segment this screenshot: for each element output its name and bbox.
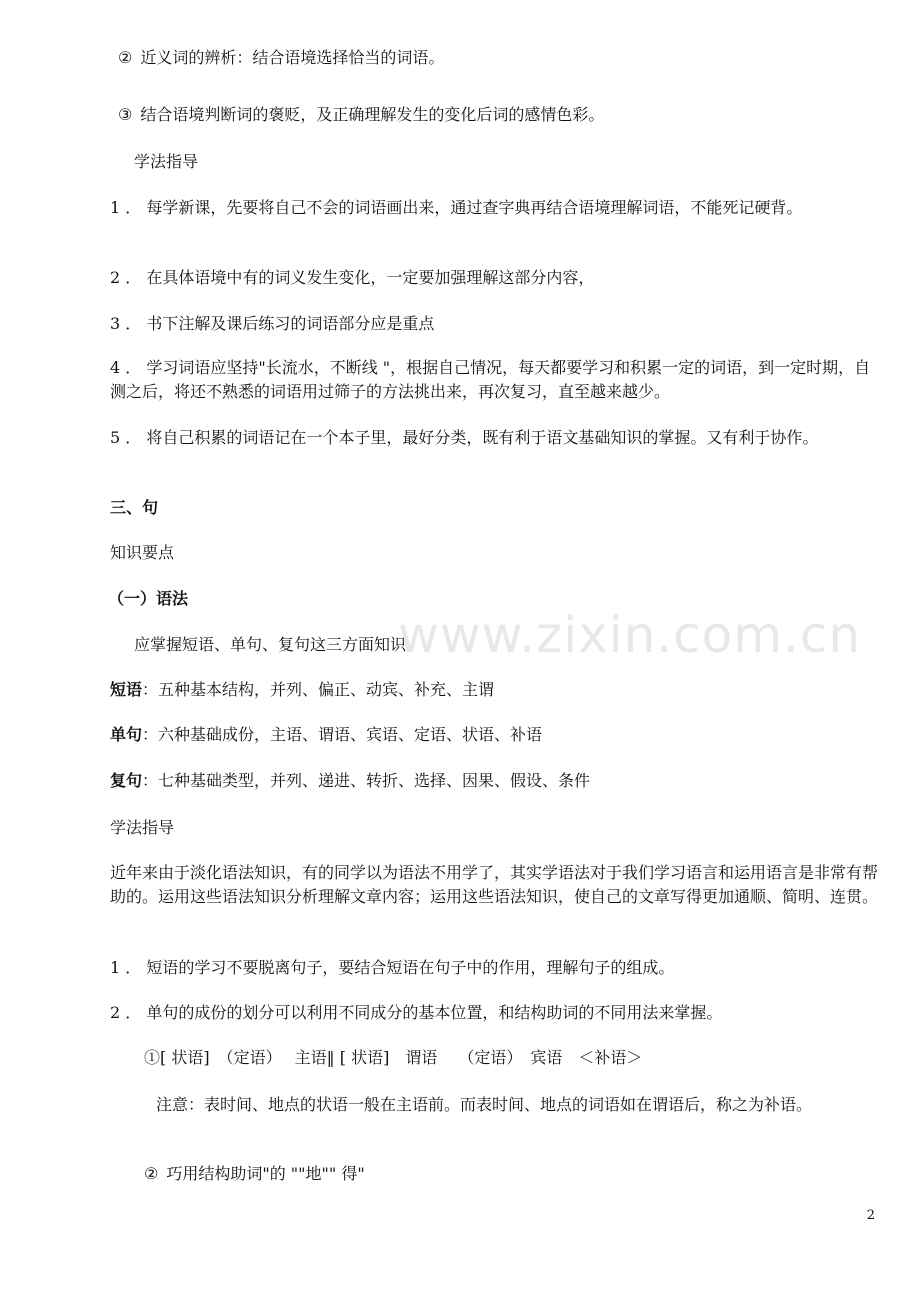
list-item xyxy=(144,1162,878,1186)
definition-complex-sentence xyxy=(110,769,878,793)
paragraph: 1 ． 短语的学习不要脱离句子，要结合短语在句子中的作用，理解句子的组成。 xyxy=(110,958,675,977)
paragraph: 3 ． 书下注解及课后练习的词语部分应是重点 xyxy=(110,314,435,333)
term-text: ：六种基础成份，主语、谓语、宾语、定语、状语、补语 xyxy=(142,725,543,744)
paragraph: 4 ． 学习词语应坚持"长流水，不断线 "，根据自己情况，每天都要学习和积累一定的词语，到一定时期，自测之后，将还不熟悉的词语用过筛子的方法挑出来，再次复习，直至越来越少。 xyxy=(110,358,871,401)
paragraph: 2 ． 在具体语境中有的词义发生变化，一定要加强理解这部分内容， xyxy=(110,268,595,287)
list-item xyxy=(118,46,878,70)
paragraph: 2 ． 单句的成份的划分可以利用不同成分的基本位置，和结构助词的不同用法来掌握。 xyxy=(110,1003,723,1022)
subheading: 学法指导 xyxy=(110,818,175,837)
sentence-formula: ①[ 状语] （定语） 主语‖ [ 状语] 谓语 （定语） 宾语 ＜补语＞ xyxy=(144,1048,643,1067)
paragraph: 应掌握短语、单句、复句这三方面知识 xyxy=(134,635,407,654)
term-text: ：七种基础类型，并列、递进、转折、选择、因果、假设、条件 xyxy=(142,771,591,790)
circled-number: ③ xyxy=(118,105,133,124)
paragraph: 近年来由于淡化语法知识，有的同学以为语法不用学了，其实学语法对于我们学习语言和运用语言是非常有帮助的。运用这些语法知识分析理解文章内容；运用这些语法知识，使自己的文章写得更加通顺、简明、连贯。 xyxy=(110,863,879,906)
circled-number: ② xyxy=(118,48,133,67)
definition-simple-sentence xyxy=(110,723,878,747)
paragraph: 5 ． 将自己积累的词语记在一个本子里，最好分类，既有利于语文基础知识的掌握。又有利于协作。 xyxy=(110,428,819,447)
section-heading: 三、句 xyxy=(110,498,159,517)
subheading: 知识要点 xyxy=(110,543,175,562)
term-label: 复句 xyxy=(110,771,143,790)
term-label: 单句 xyxy=(110,725,143,744)
list-item xyxy=(118,103,878,127)
definition-phrase xyxy=(110,678,878,702)
note: 注意：表时间、地点的状语一般在主语前。而表时间、地点的词语如在谓语后，称之为补语。 xyxy=(156,1095,813,1114)
paragraph: 1 ． 每学新课，先要将自己不会的词语画出来，通过查字典再结合语境理解词语，不能死记硬背。 xyxy=(110,198,803,217)
page-number: 2 xyxy=(866,1208,875,1223)
list-item-text: 结合语境判断词的褒贬，及正确理解发生的变化后词的感情色彩。 xyxy=(140,105,605,124)
subsection-heading: （一）语法 xyxy=(108,589,189,608)
subheading: 学法指导 xyxy=(134,152,199,171)
list-item-text: 巧用结构助词"的 ""地"" 得" xyxy=(166,1164,365,1183)
list-item-text: 近义词的辨析：结合语境选择恰当的词语。 xyxy=(140,48,445,67)
circled-number: ② xyxy=(144,1164,159,1183)
term-label: 短语 xyxy=(110,680,143,699)
watermark: www.zixin.com.cn xyxy=(398,606,862,664)
term-text: ：五种基本结构，并列、偏正、动宾、补充、主谓 xyxy=(142,680,495,699)
